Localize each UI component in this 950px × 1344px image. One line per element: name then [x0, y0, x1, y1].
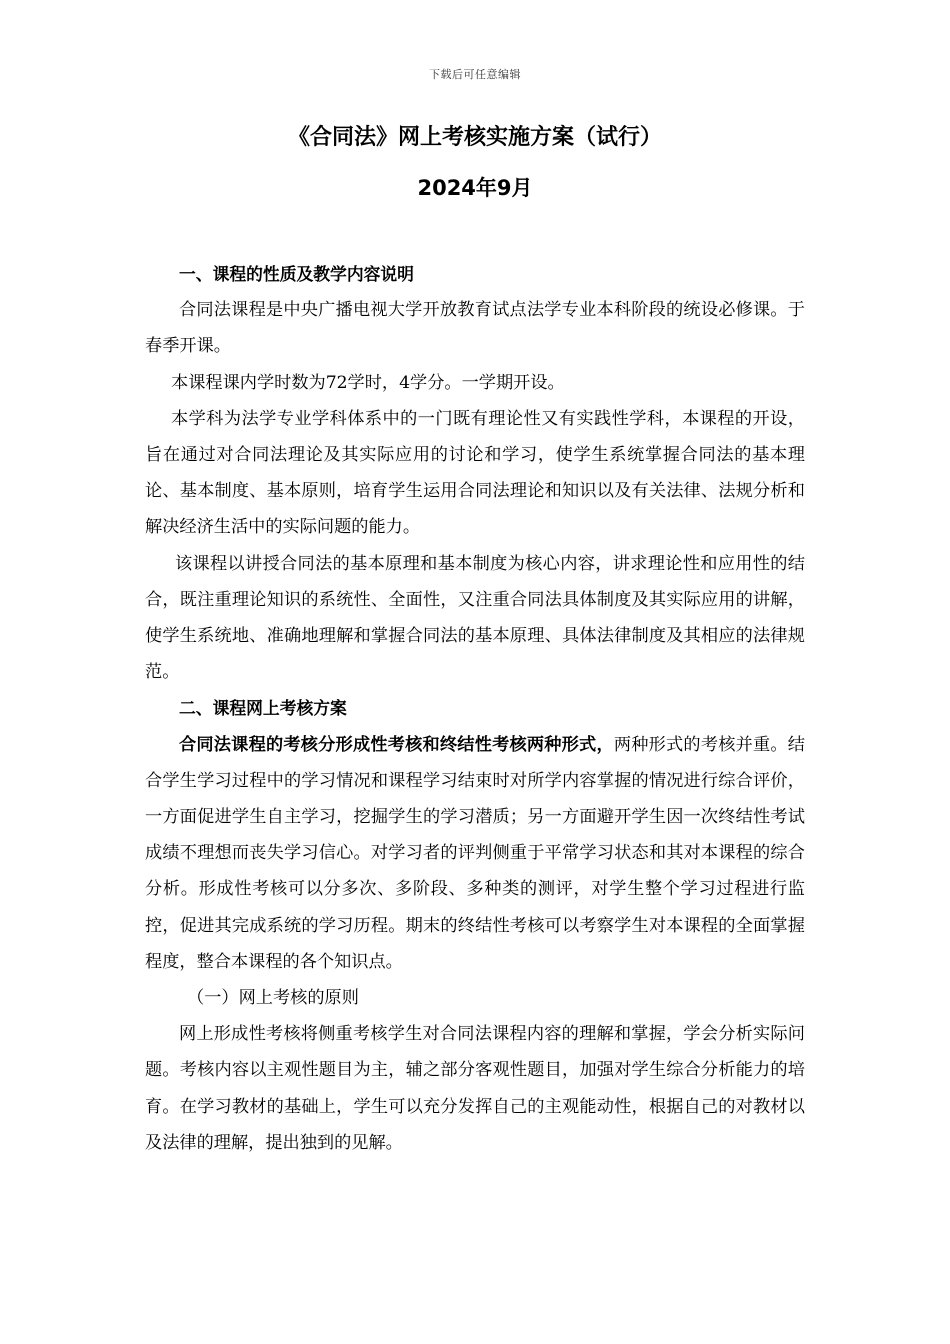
section-2-paragraph-2: 网上形成性考核将侧重考核学生对合同法课程内容的理解和掌握，学会分析实际问题。考核内容以主观性题目为主，辅之部分客观性题目，加强对学生综合分析能力的培育。在学习教材的基础上，学生可以充分发挥自己的主观能动性，根据自己的对教材以及法律的理解，提出独到的见解。 [145, 1024, 805, 1153]
section-1-paragraph-4: 该课程以讲授合同法的基本原理和基本制度为核心内容，讲求理论性和应用性的结合，既注重理论知识的系统性、全面性，又注重合同法具体制度及其实际应用的讲解，使学生系统地、准确地理解和掌握合同法的基本原理、具体法律制度及其相应的法律规范。 [145, 553, 805, 683]
header-note: 下载后可任意编辑 [429, 68, 521, 81]
section-1-heading: 一、课程的性质及教学内容说明 [179, 264, 414, 284]
document-body [145, 256, 805, 1161]
section-1-paragraph-1: 合同法课程是中央广播电视大学开放教育试点法学专业本科阶段的统设必修课。于春季开课。 [145, 300, 805, 357]
section-1-paragraph-3: 本学科为法学专业学科体系中的一门既有理论性又有实践性学科，本课程的开设，旨在通过对合同法理论及其实际应用的讨论和学习，使学生系统掌握合同法的基本理论、基本制度、基本原则，培育学生运用合同法理论和知识以及有关法律、法规分析和解决经济生活中的实际问题的能力。 [145, 408, 805, 538]
section-2-paragraph-1-rest: 两种形式的考核并重。结合学生学习过程中的学习情况和课程学习结束时对所学内容掌握的情况进行综合评价，一方面促进学生自主学习，挖掘学生的学习潜质；另一方面避开学生因一次终结性考试成绩不理想而丧失学习信心。对学习者的评判侧重于平常学习状态和其对本课程的综合分析。形成性考核可以分多次、多阶段、多种类的测评，对学生整个学习过程进行监控，促进其完成系统的学习历程。期末的终结性考核可以考察学生对本课程的全面掌握程度，整合本课程的各个知识点。 [145, 734, 805, 972]
section-1-paragraph-2: 本课程课内学时数为72学时，4学分。一学期开设。 [171, 372, 565, 393]
section-2-paragraph-1-lead: 合同法课程的考核分形成性考核和终结性考核两种形式， [179, 734, 614, 755]
section-2-paragraph-1 [145, 727, 805, 980]
document-title: 《合同法》网上考核实施方案（试行） [287, 125, 662, 150]
document-date: 2024年9月 [417, 176, 533, 200]
section-2-heading: 二、课程网上考核方案 [179, 698, 347, 719]
section-2-subheading-1: （一）网上考核的原则 [187, 988, 359, 1009]
